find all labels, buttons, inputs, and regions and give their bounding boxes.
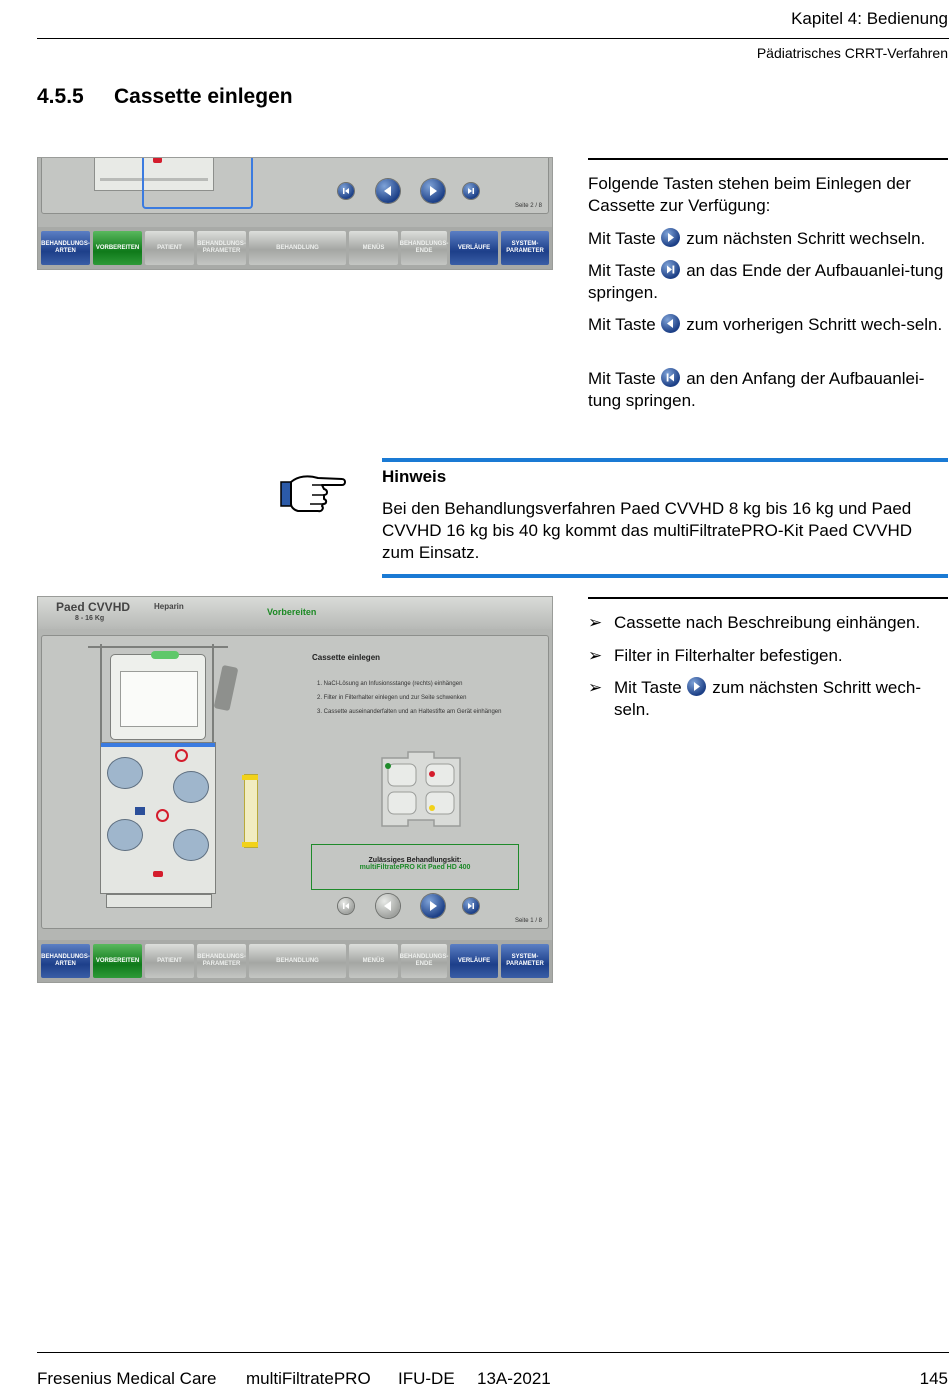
step-2: 2. Filter in Filterhalter einlegen und zur Seite schwenken [317, 695, 467, 701]
device-screenshot-cassette [37, 596, 553, 983]
instruction-text: Cassette nach Beschreibung einhängen. [614, 613, 921, 632]
skip-end-button[interactable] [463, 183, 479, 199]
footer-version: 13A-2021 [477, 1369, 551, 1388]
device-screenshot-navigation [37, 157, 553, 270]
cassette-highlight [101, 743, 215, 747]
iv-bar [88, 646, 228, 648]
intro-item-post: zum vorherigen Schritt wech-seln. [686, 315, 943, 334]
skip-start-button[interactable] [338, 898, 354, 914]
nav-menues[interactable]: MENÜS [349, 231, 398, 265]
intro-item-pre: Mit Taste [588, 229, 656, 248]
nav-behandlung[interactable]: BEHANDLUNG [249, 231, 346, 265]
page-indicator: Seite 1 / 8 [514, 918, 542, 924]
nav-verlaeufe[interactable]: VERLÄUFE [450, 944, 498, 978]
nav-systemparameter[interactable]: SYSTEM-PARAMETER [501, 944, 549, 978]
previous-step-button[interactable] [376, 179, 400, 203]
intro-item-pre: Mit Taste [588, 261, 656, 280]
intro-item-next [588, 228, 950, 250]
intro-item-post: zum nächsten Schritt wechseln. [686, 229, 926, 248]
section-title: Cassette einlegen [114, 85, 293, 108]
nav-behandlungsarten[interactable]: BEHANDLUNGS-ARTEN [41, 231, 90, 265]
nav-behandlungsarten[interactable]: BEHANDLUNGS-ARTEN [41, 944, 90, 978]
footer-company: Fresenius Medical Care [37, 1369, 217, 1388]
footer-doc: IFU-DE [398, 1369, 455, 1388]
nav-vorbereiten[interactable]: VORBEREITEN [93, 231, 142, 265]
pump-bottom-left [107, 819, 143, 851]
nav-patient[interactable]: PATIENT [145, 944, 194, 978]
intro-item-previous [588, 314, 950, 336]
instruction-post: zum nächsten Schritt wech-seln. [614, 678, 921, 719]
anticoagulation: Heparin [154, 602, 184, 611]
filter-cap-bottom [242, 842, 258, 847]
screen-content-panel [41, 157, 549, 214]
intro-item-end [588, 260, 950, 304]
display-window [120, 671, 198, 727]
cassette-diagram [378, 748, 464, 830]
intro-rule [588, 158, 948, 160]
red-ring-mid [156, 809, 169, 822]
step-3: 3. Cassette auseinanderfalten und an Haltestifte am Gerät einhängen [317, 709, 502, 715]
note-bottom-rule [382, 574, 948, 578]
filter [244, 774, 258, 848]
instruction-item [588, 677, 950, 721]
instruction-item [588, 645, 950, 667]
next-step-button[interactable] [421, 894, 445, 918]
iv-pole-right [212, 644, 214, 754]
clamp-blue [135, 807, 145, 815]
device-nav-bar [38, 940, 552, 982]
instruction-item [588, 612, 950, 634]
header-divider [37, 38, 949, 39]
section-header: Pädiatrisches CRRT-Verfahren [756, 45, 948, 61]
pump-top-left [107, 757, 143, 789]
skip-start-icon [661, 368, 680, 387]
previous-step-icon [661, 314, 680, 333]
previous-step-button[interactable] [376, 894, 400, 918]
nav-vorbereiten[interactable]: VORBEREITEN [93, 944, 142, 978]
next-step-button[interactable] [421, 179, 445, 203]
arrow-bullet-icon: ➢ [588, 646, 603, 665]
instructions-rule [588, 597, 948, 599]
skip-end-icon [661, 260, 680, 279]
nav-menues[interactable]: MENÜS [349, 944, 398, 978]
intro-item-post: an das Ende der Aufbauanlei-tung springen. [588, 261, 944, 302]
machine-base [106, 894, 212, 908]
intro-item-start [588, 368, 950, 412]
red-ring-top [175, 749, 188, 762]
nav-systemparameter[interactable]: SYSTEM-PARAMETER [501, 231, 549, 265]
next-step-icon [661, 228, 680, 247]
step-1: 1. NaCl-Lösung an Infusionsstange (rechts) einhängen [317, 681, 463, 687]
filter-cap-top [242, 775, 258, 780]
intro-item-pre: Mit Taste [588, 315, 656, 334]
weight-range: 8 - 16 Kg [75, 615, 105, 622]
footer-divider [37, 1352, 949, 1353]
instruction-text: Filter in Filterhalter befestigen. [614, 646, 843, 665]
status-light [151, 651, 179, 659]
bag-holder [214, 665, 239, 711]
screen-content-panel [41, 635, 549, 929]
chapter-header: Kapitel 4: Bedienung [791, 9, 948, 28]
machine-illustration [88, 644, 268, 916]
note-text: Bei den Behandlungsverfahren Paed CVVHD 8 kg bis 16 kg und Paed CVVHD 16 kg bis 40 kg kommt das multiFiltratePRO-Kit Paed CVVHD zum Einsatz. [382, 499, 913, 562]
pointing-hand-icon [278, 470, 348, 516]
intro-item-post: an den Anfang der Aufbauanlei-tung springen. [588, 369, 925, 410]
footer-page-number: 145 [919, 1369, 948, 1388]
iv-pole-left [100, 644, 102, 754]
page-indicator: Seite 2 / 8 [514, 203, 542, 209]
nav-behandlungsende[interactable]: BEHANDLUNGS-ENDE [401, 231, 447, 265]
status-bar [38, 597, 552, 629]
kit-box [311, 844, 519, 890]
machine-display [110, 654, 206, 740]
step-title: Cassette einlegen [312, 653, 381, 662]
intro-item-pre: Mit Taste [588, 369, 656, 388]
red-connector [153, 871, 163, 877]
skip-start-button[interactable] [338, 183, 354, 199]
cassette-area [100, 742, 216, 894]
phase-label: Vorbereiten [267, 607, 317, 617]
nav-behandlungsparameter[interactable]: BEHANDLUNGS-PARAMETER [197, 944, 246, 978]
nav-patient[interactable]: PATIENT [145, 231, 194, 265]
footer-product: multiFiltratePRO [246, 1369, 371, 1388]
skip-end-button[interactable] [463, 898, 479, 914]
note-top-rule [382, 458, 948, 462]
treatment-mode: Paed CVVHD [56, 600, 131, 614]
arrow-bullet-icon: ➢ [588, 613, 603, 632]
pump-top-right [173, 771, 209, 803]
section-number: 4.5.5 [37, 85, 84, 108]
nav-verlaeufe[interactable]: VERLÄUFE [450, 231, 498, 265]
instruction-pre: Mit Taste [614, 678, 682, 697]
kit-label: Zulässiges Behandlungskit: [368, 857, 462, 864]
intro-lead: Folgende Tasten stehen beim Einlegen der Cassette zur Verfügung: [588, 174, 911, 215]
nav-behandlung[interactable]: BEHANDLUNG [249, 944, 346, 978]
nav-behandlungsende[interactable]: BEHANDLUNGS-ENDE [401, 944, 447, 978]
kit-name: multiFiltratePRO Kit Paed HD 400 [359, 864, 471, 871]
note-title: Hinweis [382, 467, 447, 486]
next-step-icon [687, 677, 706, 696]
arrow-bullet-icon: ➢ [588, 678, 603, 697]
highlight-frame [142, 157, 253, 209]
nav-behandlungsparameter[interactable]: BEHANDLUNGS-PARAMETER [197, 231, 246, 265]
pump-bottom-right [173, 829, 209, 861]
device-nav-bar [38, 227, 552, 269]
